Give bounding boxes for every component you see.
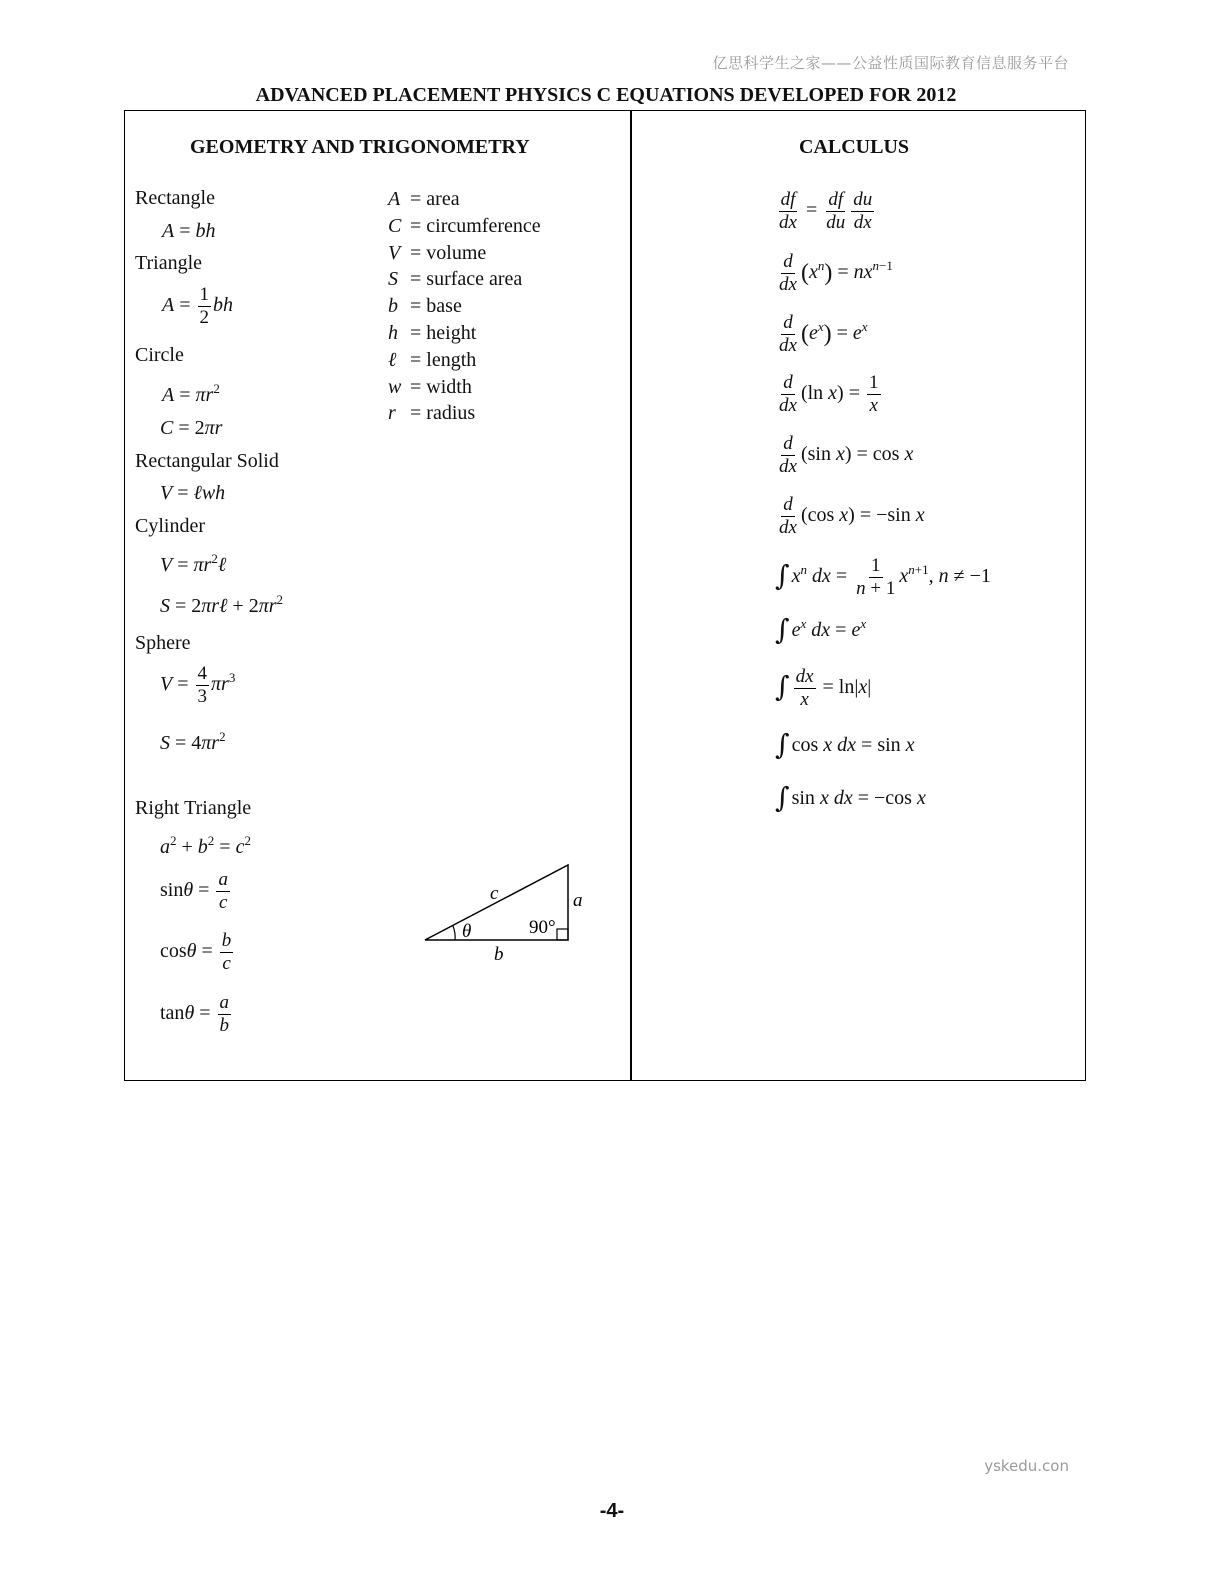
cylinder-surface-formula: S = 2πrℓ + $2\pi r^2$	[160, 592, 284, 617]
angle-label: θ	[462, 921, 472, 942]
column-divider	[630, 110, 632, 1081]
definition-row: C = circumference	[388, 214, 541, 237]
tangent-formula: tanθ = $\frac{a}{b}$	[160, 992, 230, 1036]
page-title: ADVANCED PLACEMENT PHYSICS C EQUATIONS DEVELOPED FOR 2012	[255, 84, 957, 106]
sphere-volume-formula: V = $\frac{4}{3}$ $\pi r^3$	[160, 663, 236, 707]
reciprocal-integral-formula: ∫ $\frac{dx}{x}$ = ln|x|	[775, 666, 872, 710]
variable-definitions	[388, 186, 541, 427]
rectangular-solid-label: Rectangular Solid	[135, 450, 279, 472]
circle-label: Circle	[135, 344, 184, 366]
triangle-area-formula: A = $\frac{1}{2}$ bh	[162, 284, 233, 328]
triangle-label: Triangle	[135, 252, 203, 274]
adjacent-label: b	[494, 944, 504, 965]
page-number: -4-	[599, 1500, 625, 1522]
cosine-formula: cosθ = $\frac{b}{c}$	[160, 930, 232, 974]
cylinder-volume-formula: $V = \pi r^2\ell$	[160, 551, 227, 576]
sine-derivative-formula: $\frac{d}{dx}$ (sin x) = cos x	[779, 433, 914, 477]
power-rule-formula: $\frac{d}{dx}$ $(x^n) = nx^{n-1}$	[779, 251, 893, 295]
log-derivative-formula: $\frac{d}{dx}$ (ln x) = $\frac{1}{x}$	[779, 372, 879, 416]
sphere-surface-formula: $S = 4\pi r^2$	[160, 729, 226, 754]
sine-integral-formula: ∫ sin x dx = −cos x	[775, 781, 926, 814]
calculus-header: CALCULUS	[799, 136, 910, 158]
cosine-integral-formula: ∫ cos x dx = sin x	[775, 728, 915, 761]
rectangle-area-formula: A = bh	[162, 220, 216, 242]
definition-row: w = width	[388, 375, 472, 398]
exponential-integral-formula: ∫ $e^x$ dx = $e^x$	[775, 613, 867, 646]
right-triangle-diagram	[415, 855, 615, 970]
definition-row: b = base	[388, 295, 462, 318]
exponential-derivative-formula: $\frac{d}{dx}$ $(e^x) = e^x$	[779, 312, 868, 356]
definition-row: r = radius	[388, 402, 476, 425]
sphere-label: Sphere	[135, 632, 191, 654]
power-integral-formula: ∫ $x^n$ dx = $\frac{1}{n + 1}$ $x^{n+1}$, n ≠ −1	[775, 555, 991, 599]
watermark-text: 亿思科学生之家——公益性质国际教育信息服务平台	[712, 54, 1069, 72]
cylinder-label: Cylinder	[135, 515, 205, 537]
geometry-header: GEOMETRY AND TRIGONOMETRY	[190, 136, 530, 158]
circle-area-formula: $A = \pi r^2$	[162, 381, 220, 406]
definition-row: ℓ = length	[388, 348, 477, 371]
right-triangle-label: Right Triangle	[135, 797, 252, 819]
opposite-label: a	[573, 890, 583, 911]
definition-row: h = height	[388, 321, 477, 344]
site-watermark: yskedu.con	[984, 1457, 1069, 1475]
definition-row: V = volume	[388, 241, 487, 264]
hypotenuse-label: c	[490, 883, 499, 904]
circle-circumference-formula: C = 2πr	[160, 417, 223, 439]
definition-row: S = surface area	[388, 268, 523, 291]
pythagorean-formula: $a^2 + b^2 = c^2$	[160, 833, 251, 858]
chain-rule-formula: $\frac{df}{dx}$ = $\frac{df}{du}$ $\frac{du}{dx}$	[779, 189, 873, 233]
rectangular-solid-volume-formula: V = ℓwh	[160, 482, 226, 504]
rectangle-label: Rectangle	[135, 187, 215, 209]
definition-row: A = area	[388, 188, 460, 210]
right-angle-label: 90°	[529, 917, 556, 938]
sine-formula: sinθ = $\frac{a}{c}$	[160, 869, 228, 913]
cosine-derivative-formula: $\frac{d}{dx}$ (cos x) = −sin x	[779, 494, 925, 538]
